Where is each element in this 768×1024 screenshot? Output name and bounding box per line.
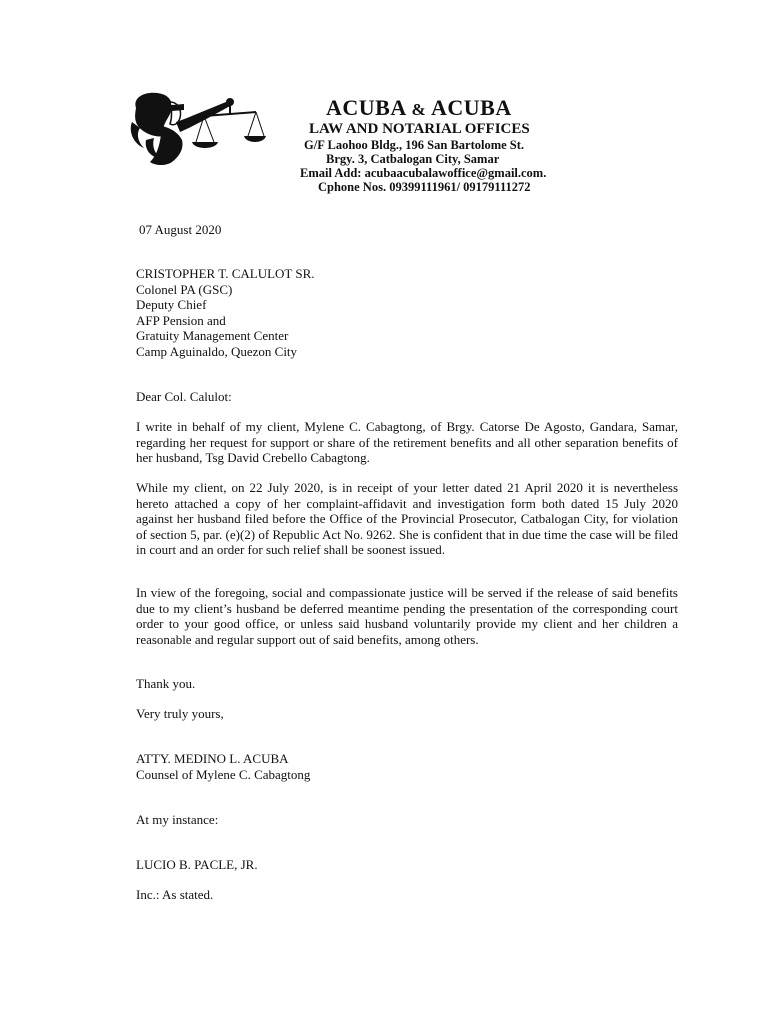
letter-date: 07 August 2020 — [139, 222, 222, 237]
firm-name-part2: ACUBA — [430, 95, 512, 120]
firm-email: Email Add: acubaacubalawoffice@gmail.com. — [300, 166, 547, 180]
signature-block — [136, 751, 678, 782]
firm-subtitle: LAW AND NOTARIAL OFFICES — [309, 121, 530, 137]
enclosure-line: Inc.: As stated. — [136, 887, 214, 902]
firm-name-ampersand: & — [411, 100, 427, 119]
paragraph-2: While my client, on 22 July 2020, is in receipt of your letter dated 21 April 2020 it is nevertheless hereto attached a copy of her complaint-affidavit and investigation form both dated 15 July 2020 against her husband filed before the Office of the Provincial Prosecutor, Catbalogan City, for violation of section 5, par. (e)(2) of Republic Act No. 9262. She is confident that in due time the case will be filed in court and an order for such relief shall be soonest issued. — [136, 480, 678, 557]
salutation: Dear Col. Calulot: — [136, 389, 232, 404]
addressee-line: Gratuity Management Center — [136, 328, 289, 343]
logo-scale-right-pan — [244, 136, 266, 142]
addressee-line: CRISTOPHER T. CALULOT SR. — [136, 266, 315, 281]
addressee-line: Colonel PA (GSC) — [136, 281, 233, 297]
firm-name — [326, 95, 512, 121]
addressee-block — [136, 266, 678, 359]
instance-line: At my instance: — [136, 812, 219, 827]
addressee-line: Camp Aguinaldo, Quezon City — [136, 343, 298, 359]
firm-address-line2: Brgy. 3, Catbalogan City, Samar — [326, 152, 500, 166]
addressee-line: AFP Pension and — [136, 312, 226, 328]
addressee-line: Deputy Chief — [136, 297, 207, 312]
paragraph-1: I write in behalf of my client, Mylene C. Cabagtong, of Brgy. Catorse De Agosto, Gandara, Samar, regarding her request for support or share of the retirement benefits and all other separation benefits of her husband, Tsg David Crebello Cabagtong. — [136, 419, 678, 465]
signer-name: ATTY. MEDINO L. ACUBA — [136, 751, 289, 766]
lady-justice-logo — [126, 88, 266, 168]
thanks-line: Thank you. — [136, 676, 196, 691]
paragraph-3: In view of the foregoing, social and compassionate justice will be served if the release of said benefits due to my client’s husband be deferred meantime pending the presentation of the corresponding court order to your good office, or unless said husband voluntarily provide my client and her children a reasonable and regular support out of said benefits, among others. — [136, 585, 678, 647]
closing-line: Very truly yours, — [136, 706, 224, 721]
firm-address-line1: G/F Laohoo Bldg., 196 San Bartolome St. — [304, 138, 525, 152]
logo-arm — [176, 102, 230, 132]
logo-scale-left-pan — [192, 142, 218, 148]
firm-phones: Cphone Nos. 09399111961/ 09179111272 — [318, 180, 531, 194]
signer-title: Counsel of Mylene C. Cabagtong — [136, 766, 311, 782]
firm-name-part1: ACUBA — [326, 95, 406, 120]
instance-name: LUCIO B. PACLE, JR. — [136, 857, 258, 872]
